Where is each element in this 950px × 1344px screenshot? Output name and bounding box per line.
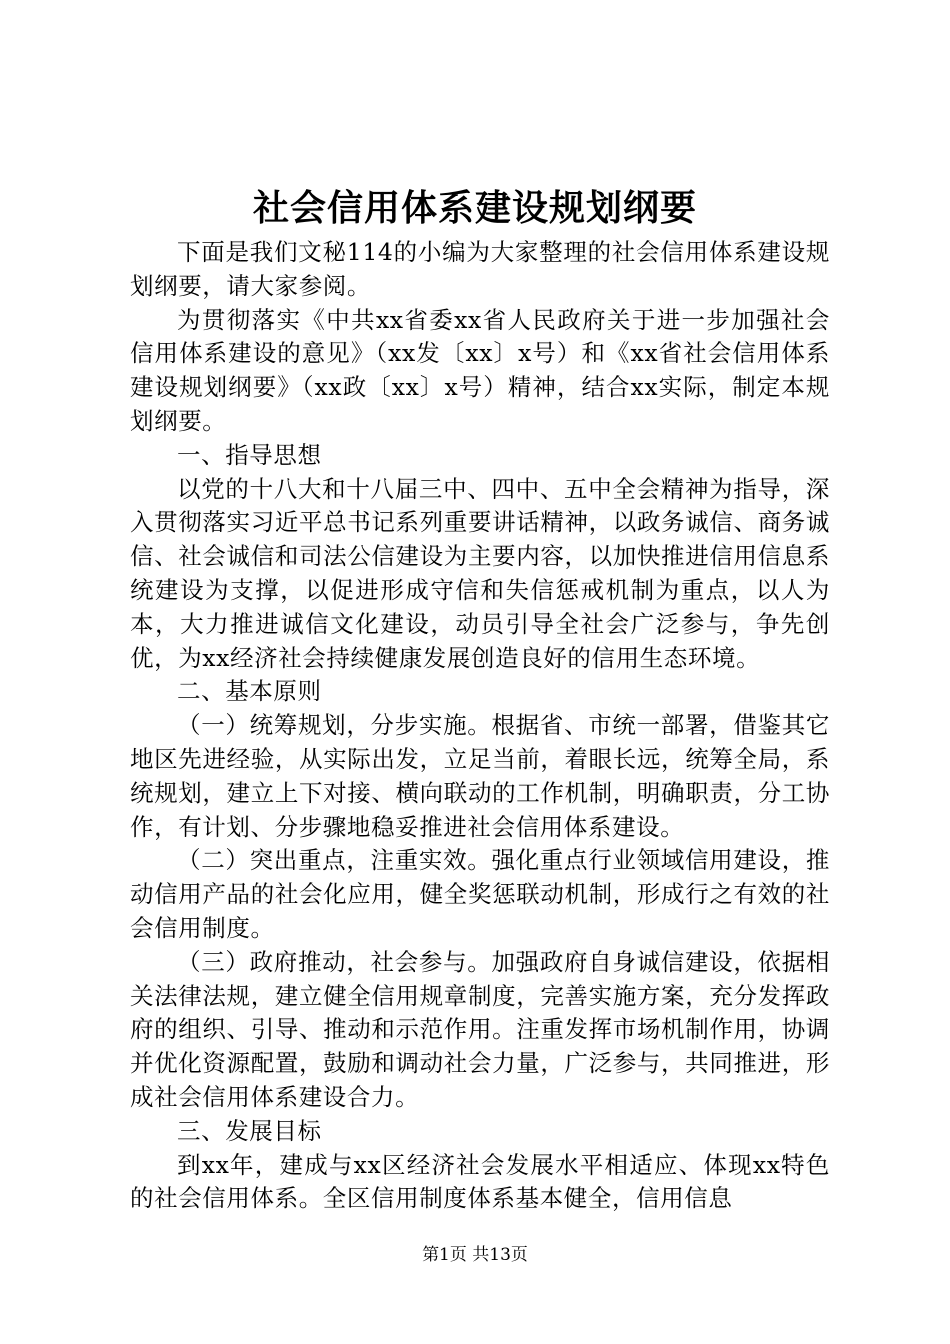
principle-2-paragraph: （二）突出重点，注重实效。强化重点行业领域信用建设，推动信用产品的社会化应用，健全奖惩联动机制，形成行之有效的社会信用制度。 [130, 846, 830, 942]
purpose-paragraph: 为贯彻落实《中共xx省委xx省人民政府关于进一步加强社会信用体系建设的意见》（xx发〔xx〕x号）和《xx省社会信用体系建设规划纲要》（xx政〔xx〕x号）精神，结合xx实际，制定本规划纲要。 [130, 305, 830, 435]
document-title: 社会信用体系建设规划纲要 [252, 187, 697, 229]
intro-paragraph: 下面是我们文秘114的小编为大家整理的社会信用体系建设规划纲要，请大家参阅。 [130, 238, 830, 300]
section-heading-development-goals: 三、发展目标 [177, 1116, 322, 1145]
guiding-ideology-paragraph: 以党的十八大和十八届三中、四中、五中全会精神为指导，深入贯彻落实习近平总书记系列重要讲话精神，以政务诚信、商务诚信、社会诚信和司法公信建设为主要内容，以加快推进信用信息系统建设为支撑，以促进形成守信和失信惩戒机制为重点，以人为本，大力推进诚信文化建设，动员引导全社会广泛参与，争先创优，为xx经济社会持续健康发展创造良好的信用生态环境。 [130, 474, 830, 672]
section-heading-guiding-ideology: 一、指导思想 [177, 440, 322, 469]
section-heading-basic-principles: 二、基本原则 [177, 677, 322, 706]
document-body [130, 236, 830, 1216]
page-number-footer: 第1页 共13页 [422, 1245, 528, 1265]
principle-3-paragraph: （三）政府推动，社会参与。加强政府自身诚信建设，依据相关法律法规，建立健全信用规章制度，完善实施方案，充分发挥政府的组织、引导、推动和示范作用。注重发挥市场机制作用，协调并优化资源配置，鼓励和调动社会力量，广泛参与，共同推进，形成社会信用体系建设合力。 [130, 947, 830, 1111]
development-goals-paragraph: 到xx年，建成与xx区经济社会发展水平相适应、体现xx特色的社会信用体系。全区信用制度体系基本健全，信用信息 [130, 1150, 830, 1213]
principle-1-paragraph: （一）统筹规划，分步实施。根据省、市统一部署，借鉴其它地区先进经验，从实际出发，立足当前，着眼长远，统筹全局，系统规划，建立上下对接、横向联动的工作机制，明确职责，分工协作，有计划、分步骤地稳妥推进社会信用体系建设。 [130, 711, 830, 841]
